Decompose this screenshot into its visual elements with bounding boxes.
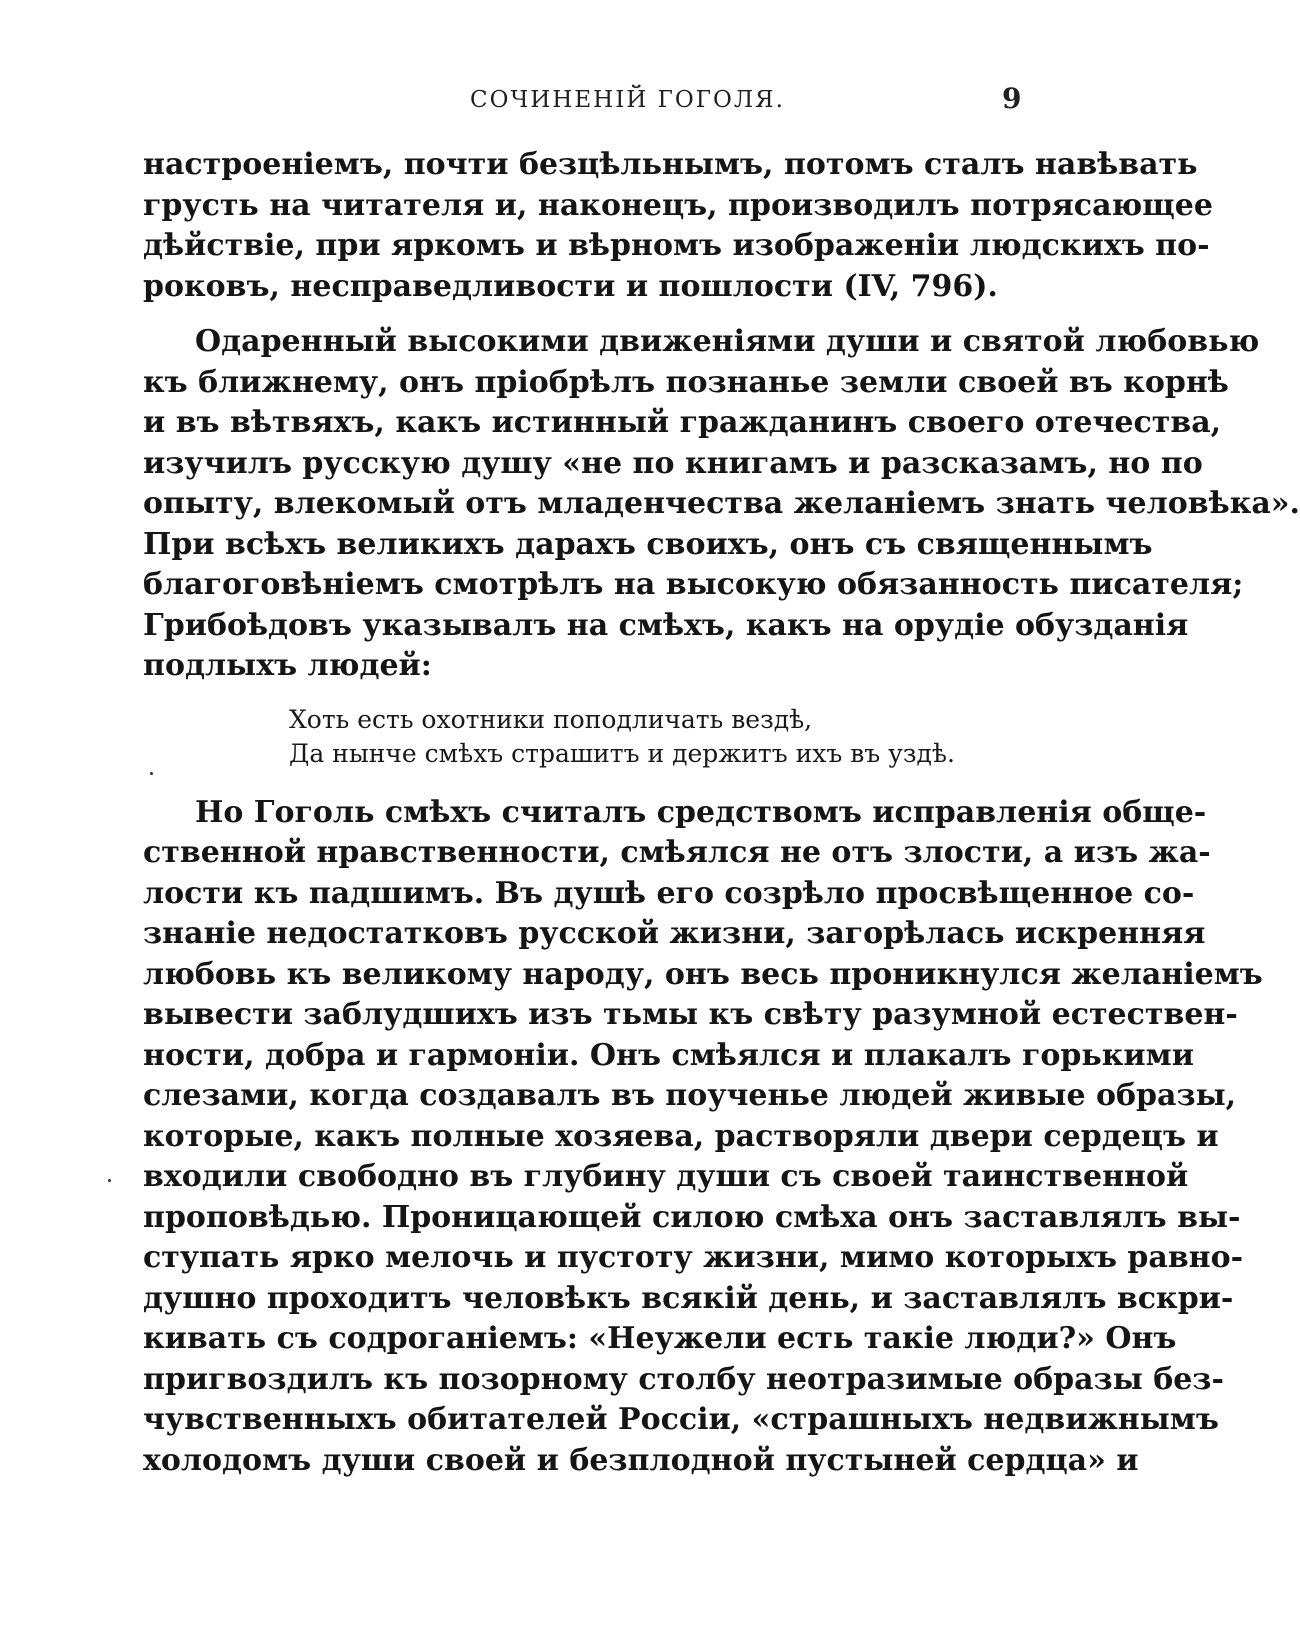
text-line: опыту, влекомый отъ младенчества желаніемъ знать человѣка».: [143, 486, 1300, 521]
text-line: ступать ярко мелочь и пустоту жизни, мимо которыхъ равно-: [143, 1240, 1244, 1275]
text-line: Одаренный высокими движеніями души и святой любовью: [195, 324, 1260, 359]
text-line: ности, добра и гармоніи. Онъ смѣялся и плакалъ горькими: [143, 1037, 1194, 1073]
page-number: 9: [1002, 82, 1022, 115]
paragraph-2: [143, 322, 1300, 687]
text-line: душно проходитъ человѣкъ всякій день, и заставлялъ вскри-: [143, 1280, 1234, 1316]
text-line: кивать съ содроганіемъ: «Неужели есть такіе люди?» Онъ: [143, 1321, 1177, 1356]
text-line: чувственныхъ обитателей Россіи, «страшныхъ недвижнымъ: [143, 1402, 1219, 1437]
text-line: знаніе недостатковъ русской жизни, загорѣлась искренняя: [143, 916, 1206, 951]
text-line: любовь къ великому народу, онъ весь проникнулся желаніемъ: [143, 956, 1263, 992]
text-line: къ ближнему, онъ пріобрѣлъ познанье земли своей въ корнѣ: [143, 364, 1229, 400]
paragraph-1: [143, 145, 1213, 307]
text-line: которые, какъ полные хозяева, растворяли двери сердецъ и: [143, 1118, 1219, 1154]
text-line: благоговѣніемъ смотрѣлъ на высокую обязанность писателя;: [143, 567, 1244, 602]
verse-line: Хоть есть охотники поподличать вездѣ,: [289, 704, 813, 734]
text-line: и въ вѣтвяхъ, какъ истинный гражданинъ своего отечества,: [143, 405, 1222, 440]
text-line: роковъ, несправедливости и пошлости (IV, 796).: [143, 268, 998, 304]
text-line: слезами, когда создавалъ въ поученье людей живые образы,: [143, 1078, 1237, 1113]
text-line: пригвоздилъ къ позорному столбу неотразимые образы без-: [143, 1361, 1224, 1397]
text-line: входили свободно въ глубину души съ своей таинственной: [143, 1159, 1189, 1194]
text-line: вывести заблудшихъ изъ тьмы къ свѣту разумной естествен-: [143, 997, 1238, 1032]
verse-line: Да нынче смѣхъ страшитъ и держитъ ихъ въ уздѣ.: [289, 738, 955, 768]
paragraph-3: [143, 793, 1263, 1482]
text-line: грусть на читателя и, наконецъ, производилъ потрясающее: [143, 187, 1213, 223]
text-line: проповѣдью. Проницающей силою смѣха онъ заставлялъ вы-: [143, 1199, 1241, 1235]
text-line: подлыхъ людей:: [143, 648, 432, 683]
ink-speck: [108, 1179, 111, 1182]
ink-speck: [150, 772, 153, 775]
text-line: холодомъ души своей и безплодной пустыней сердца» и: [143, 1442, 1139, 1478]
text-line: лости къ падшимъ. Въ душѣ его созрѣло просвѣщенное со-: [143, 875, 1195, 911]
verse-quotation: [289, 703, 1013, 771]
text-line: изучилъ русскую душу «не по книгамъ и разсказамъ, но по: [143, 445, 1203, 481]
text-line: Грибоѣдовъ указывалъ на смѣхъ, какъ на орудіе обузданія: [143, 607, 1189, 643]
text-line: ственной нравственности, смѣялся не отъ злости, а изъ жа-: [143, 835, 1211, 870]
text-line: При всѣхъ великихъ дарахъ своихъ, онъ съ священнымъ: [143, 526, 1153, 562]
text-line: Но Гоголь смѣхъ считалъ средствомъ исправленія обще-: [195, 794, 1207, 830]
running-title: СОЧИНЕНІЙ ГОГОЛЯ.: [470, 87, 785, 113]
text-line: дѣйствіе, при яркомъ и вѣрномъ изображеніи людскихъ по-: [143, 228, 1210, 263]
text-line: настроеніемъ, почти безцѣльнымъ, потомъ сталъ навѣвать: [143, 147, 1198, 182]
body-text: [143, 145, 1300, 1481]
